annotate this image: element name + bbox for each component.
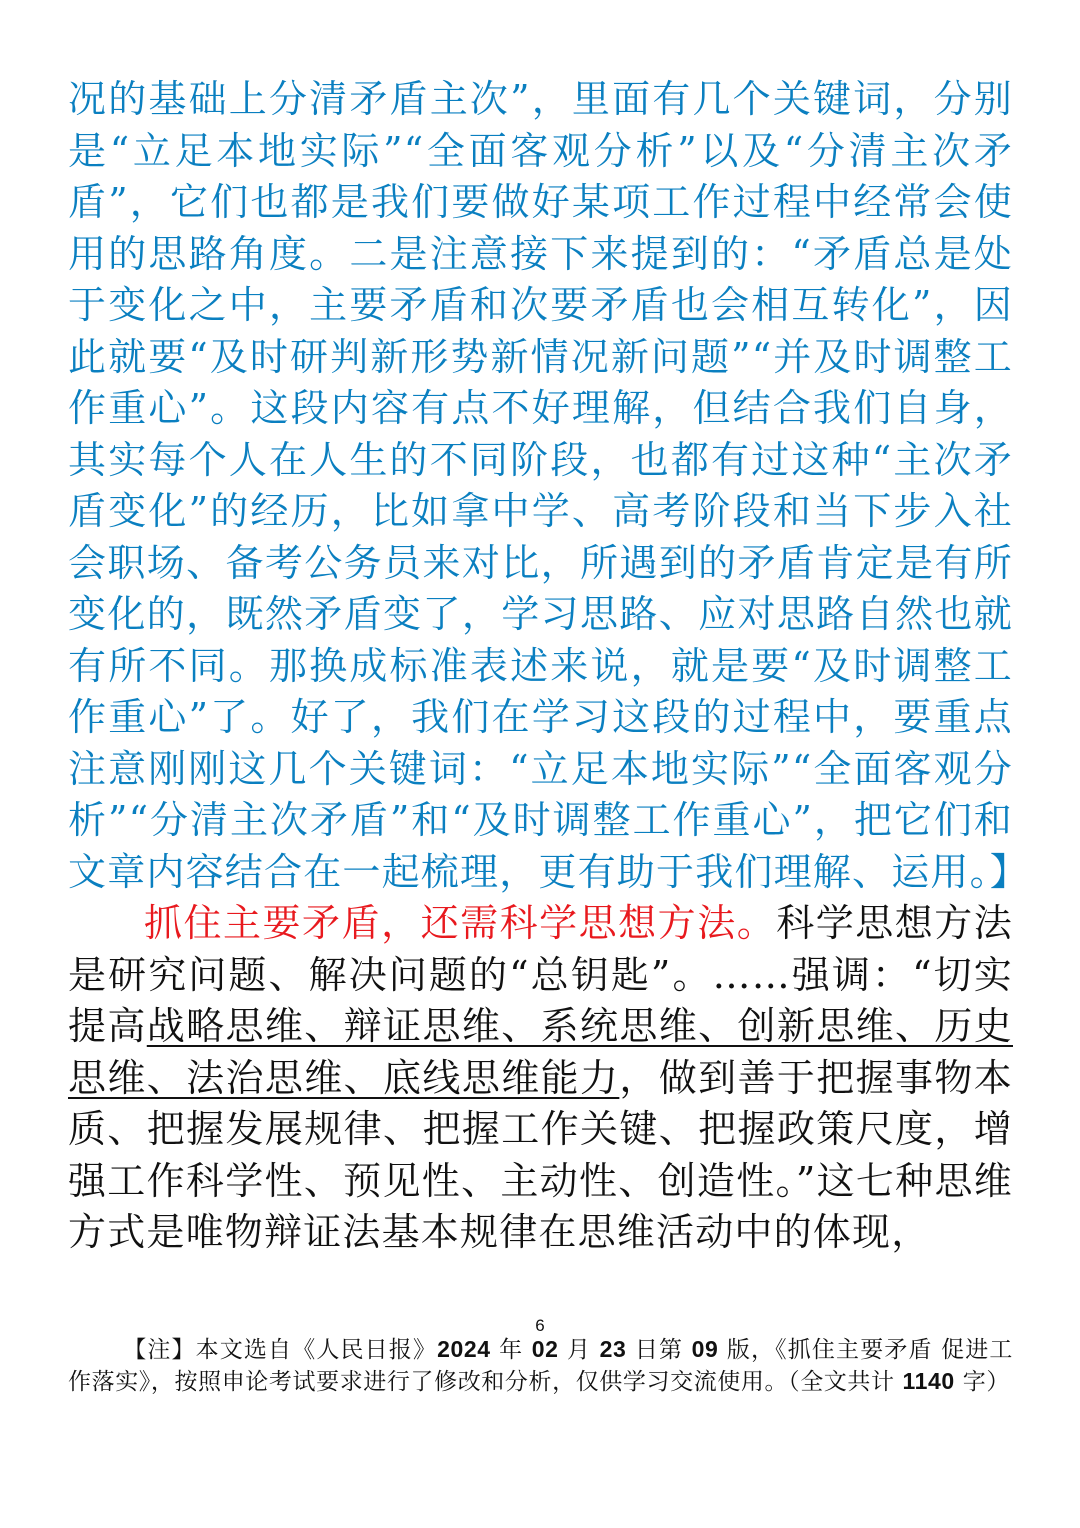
- source-note: [68, 1334, 1013, 1398]
- analysis-paragraph: 况的基础上分清矛盾主次”，里面有几个关键词，分别是“立足本地实际”“全面客观分析”以及“分清主次矛盾”，它们也都是我们要做好某项工作过程中经常会使用的思路角度。二是注意接下来提到的：“矛盾总是处于变化之中，主要矛盾和次要矛盾也会相互转化”，因此就要“及时研判新形势新情况新问题”“并及时调整工作重心”。这段内容有点不好理解，但结合我们自身，其实每个人在人生的不同阶段，也都有过这种“主次矛盾变化”的经历，比如拿中学、高考阶段和当下步入社会职场、备考公务员来对比，所遇到的矛盾肯定是有所变化的，既然矛盾变了，学习思路、应对思路自然也就有所不同。那换成标准表述来说，就是要“及时调整工作重心”了。好了，我们在学习这段的过程中，要重点注意刚刚这几个关键词：“立足本地实际”“全面客观分析”“分清主次矛盾”和“及时调整工作重心”，把它们和文章内容结合在一起梳理，更有助于我们理解、运用。】: [68, 77, 1030, 894]
- note-text: 版，《抓住主要矛盾 促进工作落实》，按照申论考试要求进行了修改和分析，仅供学习交流使用。（全文共计: [68, 1337, 1013, 1395]
- note-text: 【注】本文选自《人民日报》: [123, 1337, 438, 1363]
- note-year: 2024: [437, 1336, 491, 1362]
- article-text-after: ，做到善于把握事物本质、把握发展规律、把握工作关键、把握政策尺度，增强工作科学性、预见性、主动性、创造性。”这七种思维方式是唯物辩证法基本规律在思维活动中的体现，: [68, 1055, 1013, 1254]
- note-text: 日第: [626, 1337, 692, 1363]
- article-paragraph: [68, 898, 1013, 1259]
- article-text-before: 科学思想方法是研究问题、解决问题的“总钥匙”。……强调：“切实提高: [68, 901, 1014, 1048]
- note-text: 月: [558, 1337, 600, 1363]
- note-text: 字）: [954, 1369, 1010, 1395]
- page-number: 6: [535, 1316, 545, 1335]
- note-day: 23: [599, 1336, 627, 1362]
- underlined-keyphrase: 战略思维、辩证思维、系统思维、创新思维、历史思维、法治思维、底线思维能力: [68, 1004, 1013, 1100]
- note-text: 年: [490, 1337, 532, 1363]
- note-month: 02: [531, 1336, 559, 1362]
- document-page: [68, 74, 1030, 1259]
- note-edition: 09: [691, 1336, 719, 1362]
- note-word-count: 1140: [902, 1368, 955, 1394]
- section-heading: 抓住主要矛盾，还需科学思想方法。: [144, 901, 777, 945]
